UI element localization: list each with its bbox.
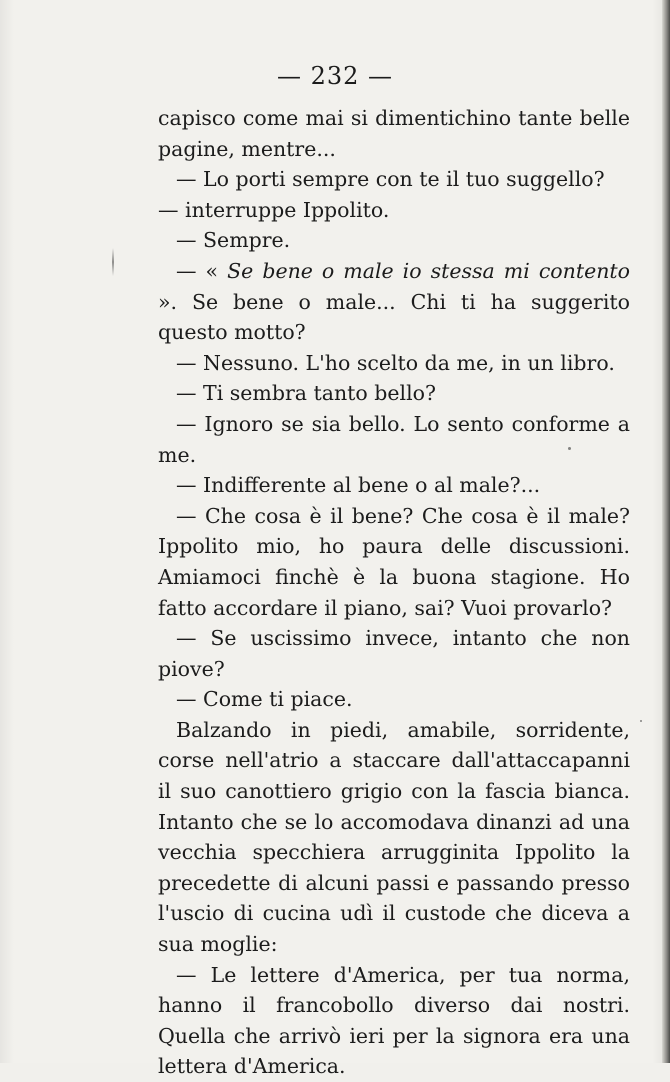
paragraph: — Le lettere d'America, per tua norma, hanno il francobollo diverso dai nostri. Quella che arrivò ieri per la signora era una lettera d'America. (158, 962, 630, 1079)
paragraph: — Che cosa è il bene? Che cosa è il male? Ippolito mio, ho paura delle discussioni. Amiamoci finchè è la buona stagione. Ho fatto accordare il piano, sai? Vuoi provarlo? (158, 503, 630, 620)
paper-speck (640, 720, 642, 722)
paragraph: — Sempre. (176, 228, 291, 253)
paragraph: — Nessuno. L'ho scelto da me, in un libro. (176, 350, 615, 375)
paragraph: — Ignoro se sia bello. Lo sento conforme a me. (158, 411, 630, 467)
paragraph: — interruppe Ippolito. (158, 197, 390, 222)
margin-pencil-mark (112, 248, 114, 276)
motto-suffix: ». Se bene o male... Chi ti ha suggerito questo motto? (158, 289, 630, 345)
paragraph: — Indifferente al bene o al male?... (176, 473, 541, 498)
paragraph: capisco come mai si dimentichino tante belle pagine, mentre... (158, 106, 630, 161)
motto-italic: Se bene o male io stessa mi contento (227, 258, 631, 283)
motto-prefix: — « (176, 258, 228, 283)
paragraph: — Lo porti sempre con te il tuo suggello? (176, 167, 605, 192)
paragraph: Balzando in piedi, amabile, sorridente, corse nell'atrio a staccare dall'attaccapanni il suo canottiero grigio con la fascia bianca. Intanto che se lo accomodava dinanzi ad una vecchia specchiera arrugginita Ippolito la precedette di alcuni passi e passando presso l'uscio di cucina udì il custode che diceva a sua moglie: (158, 717, 630, 957)
page-edge-shadow (662, 0, 670, 1063)
paragraph-motto (158, 256, 630, 348)
paragraph: — Come ti piace. (176, 687, 353, 712)
paragraph: — Ti sembra tanto bello? (176, 381, 436, 406)
page-number: — 232 — (276, 62, 394, 90)
paragraph: — Se uscissimo invece, intanto che non piove? (158, 626, 630, 681)
body-text (158, 103, 630, 1082)
